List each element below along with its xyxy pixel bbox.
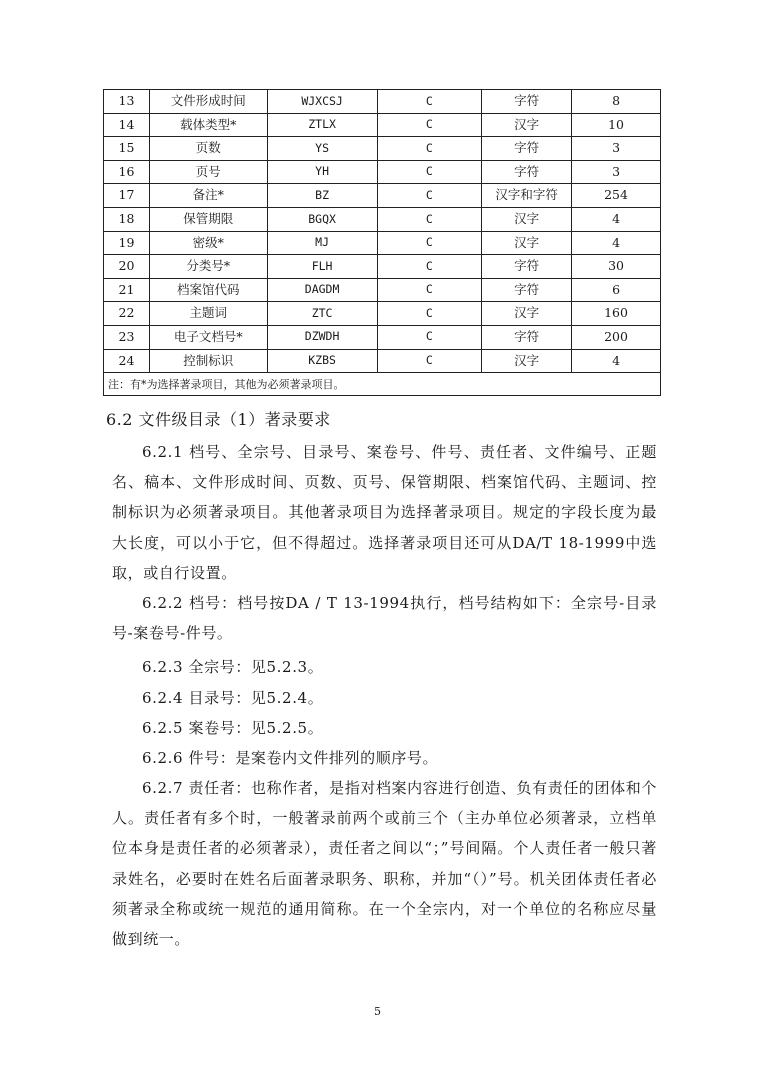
table-row (104, 113, 661, 137)
cell-field-type: C (377, 255, 482, 279)
table-row (104, 160, 661, 184)
cell-field-type: C (377, 137, 482, 161)
cell-char-type: 字符 (482, 137, 572, 161)
cell-field-type: C (377, 160, 482, 184)
cell-field-name: 保管期限 (149, 207, 267, 231)
cell-char-type: 汉字 (482, 231, 572, 255)
cell-field-name: 页数 (149, 137, 267, 161)
table-row (104, 302, 661, 326)
table-note: 注：有*为选择著录项目，其他为必须著录项目。 (104, 373, 661, 396)
cell-field-type: C (377, 278, 482, 302)
table-note-row (104, 373, 661, 396)
cell-field-code: DZWDH (267, 325, 377, 349)
page-number: 5 (374, 1005, 381, 1018)
cell-char-type: 字符 (482, 278, 572, 302)
table-row (104, 349, 661, 373)
cell-field-name: 文件形成时间 (149, 90, 267, 114)
cell-field-code: MJ (267, 231, 377, 255)
table-row (104, 184, 661, 208)
paragraph-6-2-3: 6.2.3 全宗号：见5.2.3。 (142, 658, 324, 676)
cell-field-type: C (377, 90, 482, 114)
cell-row-index: 13 (104, 90, 150, 114)
table-row (104, 325, 661, 349)
cell-field-length: 3 (572, 137, 661, 161)
table-body (104, 90, 661, 396)
cell-field-length: 4 (572, 349, 661, 373)
cell-row-index: 20 (104, 255, 150, 279)
table-row (104, 278, 661, 302)
cell-field-code: YS (267, 137, 377, 161)
table-row (104, 90, 661, 114)
cell-row-index: 15 (104, 137, 150, 161)
cell-row-index: 24 (104, 349, 150, 373)
cell-field-length: 200 (572, 325, 661, 349)
cell-char-type: 字符 (482, 160, 572, 184)
cell-row-index: 18 (104, 207, 150, 231)
cell-field-code: ZTC (267, 302, 377, 326)
cell-char-type: 字符 (482, 255, 572, 279)
cell-field-length: 254 (572, 184, 661, 208)
cell-field-length: 3 (572, 160, 661, 184)
cell-field-name: 密级* (149, 231, 267, 255)
cell-field-length: 30 (572, 255, 661, 279)
cell-field-code: BZ (267, 184, 377, 208)
cell-field-name: 电子文档号* (149, 325, 267, 349)
cell-char-type: 字符 (482, 90, 572, 114)
table-row (104, 207, 661, 231)
paragraph-6-2-2: 6.2.2 档号：档号按DA / T 13-1994执行，档号结构如下：全宗号-目录号-案卷号-件号。 (112, 594, 657, 643)
table-row (104, 255, 661, 279)
cell-row-index: 14 (104, 113, 150, 137)
paragraph-6-2-4: 6.2.4 目录号：见5.2.4。 (142, 689, 324, 707)
cell-field-length: 160 (572, 302, 661, 326)
cell-field-code: BGQX (267, 207, 377, 231)
cell-field-code: YH (267, 160, 377, 184)
cell-field-name: 备注* (149, 184, 267, 208)
cell-field-type: C (377, 184, 482, 208)
cell-field-code: WJXCSJ (267, 90, 377, 114)
cell-field-name: 主题词 (149, 302, 267, 326)
field-spec-table (103, 89, 661, 396)
cell-field-code: KZBS (267, 349, 377, 373)
cell-field-type: C (377, 325, 482, 349)
cell-field-name: 页号 (149, 160, 267, 184)
cell-char-type: 字符 (482, 325, 572, 349)
paragraph-6-2-5: 6.2.5 案卷号：见5.2.5。 (142, 719, 324, 737)
cell-field-type: C (377, 302, 482, 326)
cell-char-type: 汉字和字符 (482, 184, 572, 208)
cell-row-index: 21 (104, 278, 150, 302)
cell-field-type: C (377, 349, 482, 373)
paragraph-6-2-7: 6.2.7 责任者：也称作者，是指对档案内容进行创造、负有责任的团体和个人。责任者有多个时，一般著录前两个或前三个（主办单位必须著录，立档单位本身是责任者的必须著录），责任者之间以“；”号间隔。个人责任者一般只著录姓名，必要时在姓名后面著录职务、职称，并加“（）”号。机关团体责任者必须著录全称或统一规范的通用简称。在一个全宗内，对一个单位的名称应尽量做到统一。 (112, 779, 657, 949)
paragraph-6-2-1: 6.2.1 档号、全宗号、目录号、案卷号、件号、责任者、文件编号、正题名、稿本、文件形成时间、页数、页号、保管期限、档案馆代码、主题词、控制标识为必须著录项目。其他著录项目为选择著录项目。规定的字段长度为最大长度，可以小于它，但不得超过。选择著录项目还可从DA/T 18-1999中选取，或自行设置。 (112, 443, 657, 582)
cell-field-name: 档案馆代码 (149, 278, 267, 302)
cell-field-length: 4 (572, 231, 661, 255)
cell-field-length: 8 (572, 90, 661, 114)
cell-char-type: 汉字 (482, 207, 572, 231)
table-row (104, 231, 661, 255)
cell-field-type: C (377, 231, 482, 255)
cell-field-type: C (377, 113, 482, 137)
cell-field-length: 6 (572, 278, 661, 302)
cell-field-code: ZTLX (267, 113, 377, 137)
cell-field-code: DAGDM (267, 278, 377, 302)
cell-char-type: 汉字 (482, 302, 572, 326)
cell-row-index: 23 (104, 325, 150, 349)
paragraph-6-2-6: 6.2.6 件号：是案卷内文件排列的顺序号。 (142, 749, 439, 767)
cell-field-type: C (377, 207, 482, 231)
cell-row-index: 22 (104, 302, 150, 326)
cell-field-name: 分类号* (149, 255, 267, 279)
cell-field-length: 10 (572, 113, 661, 137)
cell-row-index: 16 (104, 160, 150, 184)
cell-field-code: FLH (267, 255, 377, 279)
cell-char-type: 汉字 (482, 113, 572, 137)
section-heading: 6.2 文件级目录（1）著录要求 (106, 410, 331, 429)
cell-field-name: 控制标识 (149, 349, 267, 373)
cell-char-type: 汉字 (482, 349, 572, 373)
table-row (104, 137, 661, 161)
cell-row-index: 17 (104, 184, 150, 208)
cell-field-name: 载体类型* (149, 113, 267, 137)
cell-row-index: 19 (104, 231, 150, 255)
cell-field-length: 4 (572, 207, 661, 231)
